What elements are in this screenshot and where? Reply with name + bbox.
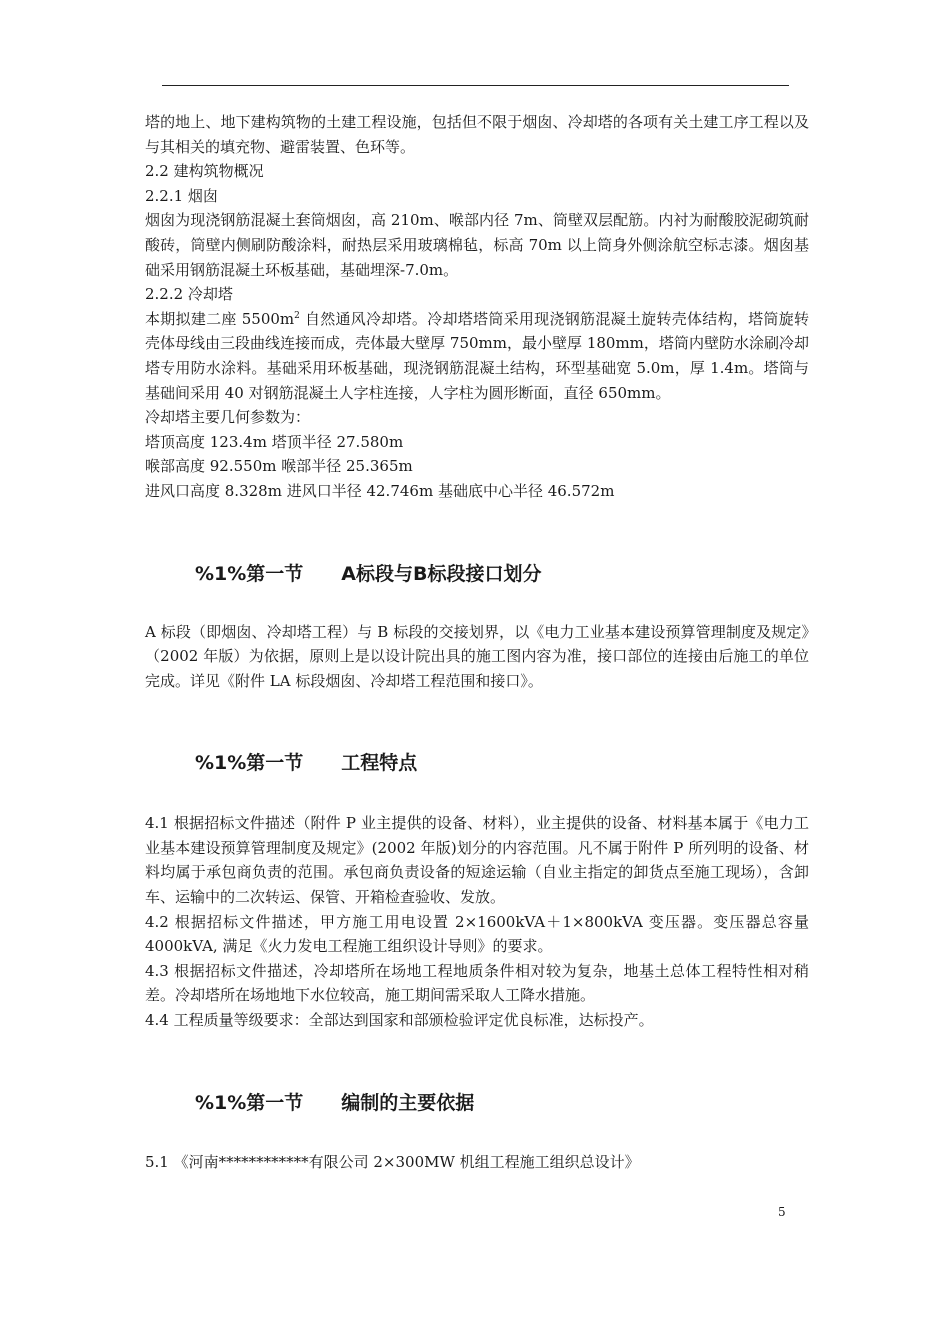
param-line-3: 进风口高度 8.328m 进风口半径 42.746m 基础底中心半径 46.572m (145, 481, 615, 500)
section-heading-interface: %1%第一节 A标段与B标段接口划分 (195, 562, 542, 585)
page-number: 5 (778, 1205, 786, 1219)
paragraph-4-2: 4.2 根据招标文件描述，甲方施工用电设置 2×1600kVA＋1×800kVA 变压器。变压器总容量 4000kVA, 满足《火力发电工程施工组织设计导则》的要求。 (145, 912, 809, 956)
subheading-2-2-2: 2.2.2 冷却塔 (145, 285, 233, 304)
paragraph-interface: A 标段（即烟囱、冷却塔工程）与 B 标段的交接划界，以《电力工业基本建设预算管理制度及规定》（2002 年版）为依据，原则上是以设计院出具的施工图内容为准，接口部位的连接由后施工的单位完成。详见《附件 LA 标段烟囱、冷却塔工程范围和接口》。 (145, 622, 809, 690)
section-heading-basis: %1%第一节 编制的主要依据 (195, 1091, 475, 1114)
paragraph-scope: 塔的地上、地下建构筑物的土建工程设施，包括但不限于烟囱、冷却塔的各项有关土建工序工程以及与其相关的填充物、避雷装置、色环等。 (145, 113, 809, 156)
params-intro: 冷却塔主要几何参数为： (145, 408, 311, 427)
document-body (145, 110, 809, 1174)
tower-text-part1: 本期拟建二座 5500m (145, 309, 295, 328)
paragraph-chimney: 烟囱为现浇钢筋混凝土套筒烟囱，高 210m、喉部内径 7m、筒壁双层配筋。内衬为耐酸胶泥砌筑耐酸砖，筒壁内侧刷防酸涂料，耐热层采用玻璃棉毡，标高 70m 以上筒身外侧涂航空标志漆。烟囱基础采用钢筋混凝土环板基础，基础埋深-7.0m。 (145, 211, 809, 279)
paragraph-4-3: 4.3 根据招标文件描述，冷却塔所在场地工程地质条件相对较为复杂，地基土总体工程特性相对稍差。冷却塔所在场地地下水位较高，施工期间需采取人工降水措施。 (145, 961, 809, 1005)
subheading-2-2-1: 2.2.1 烟囱 (145, 186, 218, 205)
param-line-2: 喉部高度 92.550m 喉部半径 25.365m (145, 457, 413, 476)
paragraph-cooling-tower (145, 307, 809, 405)
paragraph-4-1: 4.1 根据招标文件描述（附件 P 业主提供的设备、材料），业主提供的设备、材料基本属于《电力工业基本建设预算管理制度及规定》(2002 年版)划分的内容范围。凡不属于附件 P 所列明的设备、材料均属于承包商负责的范围。承包商负责设备的短途运输（自业主指定的卸货点至施工现场），含卸车、运输中的二次转运、保管、开箱检查验收、发放。 (145, 814, 809, 907)
tower-text-part2: 自然通风冷却塔。冷却塔塔筒采用现浇钢筋混凝土旋转壳体结构，塔筒旋转壳体母线由三段曲线连接而成，壳体最大壁厚 750mm，最小壁厚 180mm，塔筒内壁防水涂刷冷却塔专用防水涂料。基础采用环板基础，现浇钢筋混凝土结构，环型基础宽 5.0m，厚 1.4m。塔筒与基础间采用 40 对钢筋混凝土人字柱连接，人字柱为圆形断面，直径 650mm。 (145, 309, 809, 402)
paragraph-5-1: 5.1 《河南************有限公司 2×300MW 机组工程施工组织总设计》 (145, 1152, 640, 1171)
header-rule (162, 85, 789, 86)
paragraph-4-4: 4.4 工程质量等级要求：全部达到国家和部颁检验评定优良标准，达标投产。 (145, 1011, 654, 1030)
subheading-2-2: 2.2 建构筑物概况 (145, 162, 264, 181)
param-line-1: 塔顶高度 123.4m 塔顶半径 27.580m (145, 432, 404, 451)
section-heading-features: %1%第一节 工程特点 (195, 752, 418, 775)
superscript-2: 2 (294, 310, 300, 321)
